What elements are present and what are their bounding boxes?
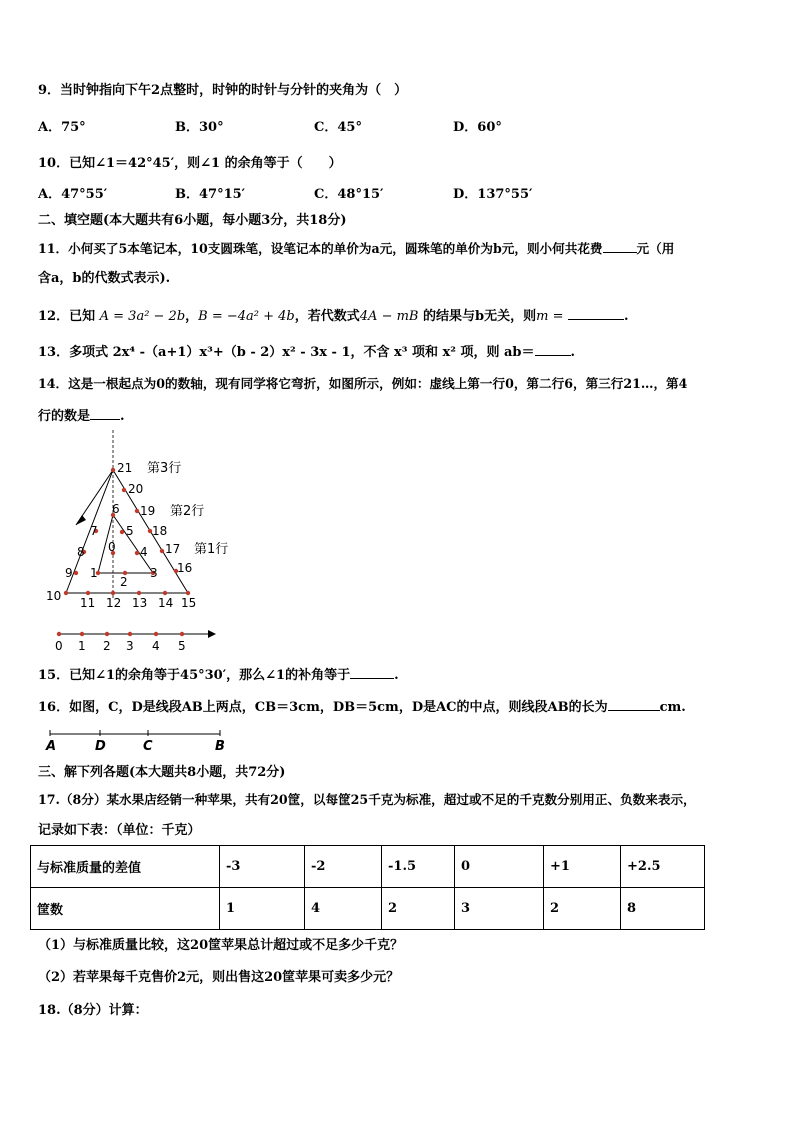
q11-line1: [38, 240, 674, 257]
q10-stem: 10．已知∠1＝42°45′，则∠1 的余角等于（ ）: [38, 156, 342, 171]
fig-num-20: 20: [128, 482, 144, 496]
q13-answer-blank[interactable]: [535, 343, 571, 356]
q11-answer-blank[interactable]: [603, 240, 637, 253]
table-cell: -3: [220, 846, 305, 888]
fig-num-19: 19: [140, 504, 156, 518]
q16-text: 16．如图，C，D是线段AB上两点，CB＝3cm，DB＝5cm，D是AC的中点，则线段AB的长为: [38, 700, 608, 715]
fig-num-14: 14: [158, 596, 174, 610]
q15-end: .: [394, 668, 399, 683]
q16-segment-figure: [40, 728, 240, 754]
fig-num-13: 13: [132, 596, 148, 610]
fig-num-21: 21: [117, 461, 133, 475]
fig-num-17: 17: [165, 542, 181, 556]
q14-line2: [38, 407, 125, 425]
q13-text: 13．多项式 2x⁴ -（a+1）x³+（b - 2）x² - 3x - 1，不含 x³ 项和 x² 项，则 ab＝: [38, 345, 535, 360]
fig-num-11: 11: [80, 596, 96, 610]
q11-after-blank: 元（用: [636, 241, 675, 256]
table-cell: 2: [544, 888, 621, 930]
q12-answer-blank[interactable]: [568, 307, 624, 320]
fig-num-8: 8: [77, 545, 85, 559]
point-a: A: [46, 739, 57, 754]
fig-num-5: 5: [126, 524, 134, 538]
q17-table: [30, 845, 705, 930]
fig-num-10: 10: [46, 589, 62, 603]
q17-sub2: （2）若苹果每千克售价2元，则出售这20筐苹果可卖多少元？: [38, 970, 400, 985]
point-d: D: [95, 739, 106, 754]
table-row: [31, 888, 705, 930]
section-3-heading: 三、解下列各题(本大题共8小题，共72分): [38, 765, 286, 780]
fig-num-2: 2: [120, 575, 128, 589]
q12-expr-b: B = −4a² + 4b: [198, 309, 295, 324]
q10-option-d: D．137°55′: [453, 187, 533, 202]
axis-label-2: 2: [103, 639, 111, 653]
q12-expr-m: m =: [536, 309, 564, 324]
fig-num-0: 0: [108, 540, 116, 554]
table-cell: 3: [455, 888, 544, 930]
fig-num-18: 18: [152, 524, 168, 538]
axis-label-5: 5: [178, 639, 186, 653]
q15-answer-blank[interactable]: [350, 666, 394, 679]
table-cell: 筐数: [31, 888, 220, 930]
q16-end: cm.: [659, 700, 686, 715]
table-cell: 2: [382, 888, 455, 930]
point-c: C: [143, 739, 153, 754]
q9-option-a: A．75°: [38, 120, 86, 135]
q14-figure: [40, 425, 280, 655]
fig-num-3: 3: [150, 566, 158, 580]
q12-expr-a: A = 3a² − 2b: [99, 309, 186, 324]
table-cell: 1: [220, 888, 305, 930]
q12-end: .: [624, 309, 629, 324]
q9-option-b: B．30°: [175, 120, 224, 135]
table-cell: 与标准质量的差值: [31, 846, 220, 888]
q14-text: 行的数是: [38, 409, 91, 424]
q11-line2: 含a，b的代数式表示).: [38, 271, 171, 286]
point-b: B: [215, 739, 225, 754]
q13-end: .: [570, 345, 576, 360]
q13-line: [38, 343, 575, 361]
row-label-1: 第1行: [194, 542, 229, 557]
q15-line: [38, 666, 399, 684]
q14-line1: 14．这是一根起点为0的数轴，现有同学将它弯折，如图所示，例如：虚线上第一行0，第二行6，第三行21…，第4: [38, 376, 688, 391]
q14-answer-blank[interactable]: [90, 407, 120, 420]
q10-option-c: C．48°15′: [314, 187, 384, 202]
axis-label-0: 0: [55, 639, 63, 653]
q9-option-d: D．60°: [453, 120, 502, 135]
axis-label-4: 4: [152, 639, 160, 653]
number-line-arrow-icon: [208, 630, 216, 638]
axis-label-1: 1: [78, 639, 86, 653]
q12-expr-c: 4A − mB: [359, 309, 419, 324]
table-cell: 8: [621, 888, 705, 930]
q12-prefix: 12．已知: [38, 309, 96, 324]
table-cell: 4: [305, 888, 382, 930]
table-cell: +1: [544, 846, 621, 888]
fig-num-15: 15: [181, 596, 197, 610]
q12-sep: ，: [185, 309, 199, 324]
row-label-2: 第2行: [170, 504, 205, 519]
q12-line: [38, 307, 629, 325]
q11-text: 11．小何买了5本笔记本，10支圆珠笔，设笔记本的单价为a元，圆珠笔的单价为b元，则小何共花费: [38, 241, 603, 256]
axis-label-3: 3: [126, 639, 134, 653]
q10-option-a: A．47°55′: [38, 187, 108, 202]
q9-option-c: C．45°: [314, 120, 362, 135]
fig-num-7: 7: [90, 524, 98, 538]
q14-end: .: [120, 409, 125, 424]
table-row: [31, 846, 705, 888]
table-cell: 0: [455, 846, 544, 888]
q12-suffix: 的结果与b无关，则: [423, 309, 537, 324]
q16-answer-blank[interactable]: [608, 698, 660, 711]
fig-num-16: 16: [177, 561, 193, 575]
table-cell: -1.5: [382, 846, 455, 888]
q17-line2: 记录如下表：（单位：千克）: [38, 823, 201, 838]
section-2-heading: 二、填空题(本大题共有6小题，每小题3分，共18分): [38, 213, 347, 228]
q17-line1: 17.（8分）某水果店经销一种苹果，共有20筐，以每筐25千克为标准，超过或不足的千克数分别用正、负数来表示，: [38, 792, 696, 807]
arrowhead-icon: [76, 515, 86, 525]
table-cell: -2: [305, 846, 382, 888]
q10-option-b: B．47°15′: [175, 187, 246, 202]
q12-middle: ，若代数式: [294, 309, 360, 324]
table-cell: +2.5: [621, 846, 705, 888]
q15-text: 15．已知∠1的余角等于45°30′，那么∠1的补角等于: [38, 668, 351, 683]
q16-line: [38, 698, 686, 716]
fig-num-12: 12: [106, 596, 122, 610]
row-label-3: 第3行: [147, 461, 182, 476]
q17-sub1: （1）与标准质量比较，这20筐苹果总计超过或不足多少千克？: [38, 938, 404, 953]
q9-stem: 9．当时钟指向下午2点整时，时钟的时针与分针的夹角为（ ）: [38, 83, 408, 98]
q18-line: 18.（8分）计算：: [38, 1003, 148, 1018]
fig-num-4: 4: [140, 545, 148, 559]
fig-num-6: 6: [112, 502, 120, 516]
fig-num-1: 1: [90, 566, 98, 580]
fig-num-9: 9: [65, 566, 73, 580]
